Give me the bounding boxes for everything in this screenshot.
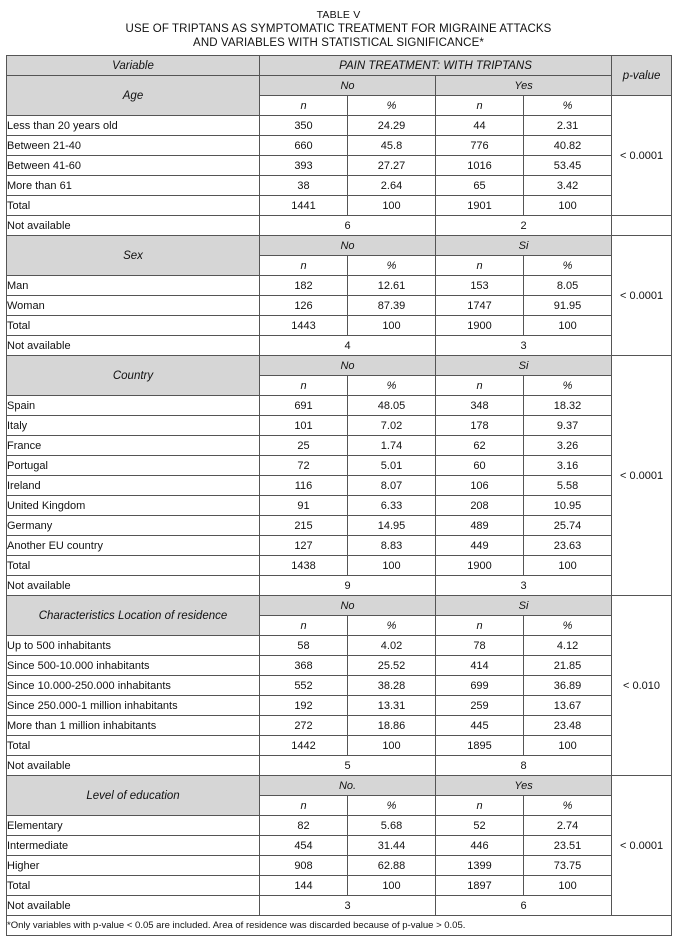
section-header-row — [7, 776, 672, 796]
pvalue-spacer-0 — [612, 216, 672, 236]
col-no-n-1: n — [260, 256, 348, 276]
group-no-1: No — [260, 236, 436, 256]
row-yes-pct-1-1: 91.95 — [524, 296, 612, 316]
section-title-2: Country — [7, 356, 260, 396]
table-row — [7, 736, 672, 756]
pvalue-0: < 0.0001 — [612, 96, 672, 216]
table-row — [7, 416, 672, 436]
na-yes-2: 3 — [436, 576, 612, 596]
table-title-line2: AND VARIABLES WITH STATISTICAL SIGNIFICANCE* — [193, 37, 484, 49]
table-row-not-available — [7, 216, 672, 236]
section-header-row — [7, 356, 672, 376]
row-yes-pct-3-1: 21.85 — [524, 656, 612, 676]
row-no-pct-1-1: 87.39 — [348, 296, 436, 316]
section-header-row — [7, 236, 672, 256]
row-no-pct-3-3: 13.31 — [348, 696, 436, 716]
row-no-n-3-3: 192 — [260, 696, 348, 716]
row-no-n-1-2: 1443 — [260, 316, 348, 336]
row-label-0-1: Between 21-40 — [7, 136, 260, 156]
col-yes-n-1: n — [436, 256, 524, 276]
row-yes-n-4-3: 1897 — [436, 876, 524, 896]
row-no-n-3-4: 272 — [260, 716, 348, 736]
row-no-n-0-1: 660 — [260, 136, 348, 156]
group-yes-1: Si — [436, 236, 612, 256]
col-no-pct-2: % — [348, 376, 436, 396]
row-no-pct-3-2: 38.28 — [348, 676, 436, 696]
row-yes-n-2-5: 208 — [436, 496, 524, 516]
table-row — [7, 496, 672, 516]
row-yes-n-2-3: 60 — [436, 456, 524, 476]
row-label-2-0: Spain — [7, 396, 260, 416]
row-label-1-1: Woman — [7, 296, 260, 316]
row-yes-n-3-5: 1895 — [436, 736, 524, 756]
row-yes-pct-0-3: 3.42 — [524, 176, 612, 196]
row-no-n-2-2: 25 — [260, 436, 348, 456]
row-yes-pct-3-0: 4.12 — [524, 636, 612, 656]
table-row — [7, 316, 672, 336]
row-no-n-4-0: 82 — [260, 816, 348, 836]
section-title-3: Characteristics Location of residence — [7, 596, 260, 636]
row-yes-n-4-1: 446 — [436, 836, 524, 856]
row-no-pct-0-4: 100 — [348, 196, 436, 216]
table-row — [7, 856, 672, 876]
row-yes-pct-4-0: 2.74 — [524, 816, 612, 836]
row-yes-n-3-1: 414 — [436, 656, 524, 676]
table-header-row — [7, 56, 672, 76]
table-title-line1: USE OF TRIPTANS AS SYMPTOMATIC TREATMENT FOR MIGRAINE ATTACKS — [125, 23, 552, 35]
row-no-n-1-1: 126 — [260, 296, 348, 316]
row-no-pct-0-2: 27.27 — [348, 156, 436, 176]
row-label-3-3: Since 250.000-1 million inhabitants — [7, 696, 260, 716]
table-row — [7, 116, 672, 136]
row-label-2-5: United Kingdom — [7, 496, 260, 516]
na-yes-4: 6 — [436, 896, 612, 916]
row-yes-pct-2-8: 100 — [524, 556, 612, 576]
group-no-0: No — [260, 76, 436, 96]
row-yes-pct-0-4: 100 — [524, 196, 612, 216]
table-row-not-available — [7, 576, 672, 596]
row-no-n-2-7: 127 — [260, 536, 348, 556]
row-no-n-2-8: 1438 — [260, 556, 348, 576]
row-label-2-4: Ireland — [7, 476, 260, 496]
row-yes-n-2-1: 178 — [436, 416, 524, 436]
group-yes-3: Si — [436, 596, 612, 616]
row-yes-pct-2-2: 3.26 — [524, 436, 612, 456]
table-row — [7, 816, 672, 836]
row-no-pct-0-0: 24.29 — [348, 116, 436, 136]
table-row — [7, 456, 672, 476]
col-yes-pct-4: % — [524, 796, 612, 816]
row-no-pct-3-0: 4.02 — [348, 636, 436, 656]
row-yes-pct-2-3: 3.16 — [524, 456, 612, 476]
row-yes-n-0-2: 1016 — [436, 156, 524, 176]
table-row — [7, 876, 672, 896]
row-no-pct-4-0: 5.68 — [348, 816, 436, 836]
row-no-n-2-6: 215 — [260, 516, 348, 536]
row-no-n-0-0: 350 — [260, 116, 348, 136]
row-label-2-1: Italy — [7, 416, 260, 436]
row-label-4-2: Higher — [7, 856, 260, 876]
section-title-1: Sex — [7, 236, 260, 276]
table-row — [7, 836, 672, 856]
row-label-2-2: France — [7, 436, 260, 456]
row-yes-pct-2-0: 18.32 — [524, 396, 612, 416]
row-label-0-2: Between 41-60 — [7, 156, 260, 176]
row-label-3-0: Up to 500 inhabitants — [7, 636, 260, 656]
row-no-pct-4-3: 100 — [348, 876, 436, 896]
table-row — [7, 296, 672, 316]
pvalue-1: < 0.0001 — [612, 236, 672, 356]
row-yes-n-3-2: 699 — [436, 676, 524, 696]
row-yes-pct-2-6: 25.74 — [524, 516, 612, 536]
table-row — [7, 176, 672, 196]
row-no-n-3-0: 58 — [260, 636, 348, 656]
table-row-not-available — [7, 756, 672, 776]
section-title-0: Age — [7, 76, 260, 116]
na-no-0: 6 — [260, 216, 436, 236]
row-yes-pct-0-1: 40.82 — [524, 136, 612, 156]
col-no-n-4: n — [260, 796, 348, 816]
group-no-2: No — [260, 356, 436, 376]
row-no-pct-4-2: 62.88 — [348, 856, 436, 876]
row-label-4-1: Intermediate — [7, 836, 260, 856]
row-yes-n-2-0: 348 — [436, 396, 524, 416]
table-number: TABLE V — [316, 9, 361, 21]
table-row — [7, 556, 672, 576]
header-variable: Variable — [7, 56, 260, 76]
na-label-4: Not available — [7, 896, 260, 916]
row-label-0-3: More than 61 — [7, 176, 260, 196]
data-table — [6, 55, 672, 936]
row-yes-n-3-0: 78 — [436, 636, 524, 656]
row-no-pct-1-0: 12.61 — [348, 276, 436, 296]
table-row — [7, 436, 672, 456]
row-no-pct-0-1: 45.8 — [348, 136, 436, 156]
row-no-pct-3-4: 18.86 — [348, 716, 436, 736]
row-label-3-2: Since 10.000-250.000 inhabitants — [7, 676, 260, 696]
row-no-n-4-1: 454 — [260, 836, 348, 856]
col-yes-pct-1: % — [524, 256, 612, 276]
row-no-n-2-4: 116 — [260, 476, 348, 496]
row-label-4-3: Total — [7, 876, 260, 896]
row-label-2-3: Portugal — [7, 456, 260, 476]
col-no-pct-1: % — [348, 256, 436, 276]
row-no-n-4-3: 144 — [260, 876, 348, 896]
footnote-row — [7, 916, 672, 936]
table-row — [7, 276, 672, 296]
row-yes-n-0-1: 776 — [436, 136, 524, 156]
row-label-2-6: Germany — [7, 516, 260, 536]
row-no-pct-0-3: 2.64 — [348, 176, 436, 196]
table-row — [7, 676, 672, 696]
row-yes-pct-3-4: 23.48 — [524, 716, 612, 736]
row-no-n-3-2: 552 — [260, 676, 348, 696]
col-no-n-3: n — [260, 616, 348, 636]
row-no-n-0-3: 38 — [260, 176, 348, 196]
pvalue-3: < 0.010 — [612, 596, 672, 776]
row-no-pct-2-7: 8.83 — [348, 536, 436, 556]
row-no-pct-3-1: 25.52 — [348, 656, 436, 676]
na-no-1: 4 — [260, 336, 436, 356]
row-yes-pct-4-2: 73.75 — [524, 856, 612, 876]
row-no-n-2-3: 72 — [260, 456, 348, 476]
row-yes-n-0-0: 44 — [436, 116, 524, 136]
row-no-pct-2-3: 5.01 — [348, 456, 436, 476]
col-yes-pct-3: % — [524, 616, 612, 636]
row-yes-n-3-4: 445 — [436, 716, 524, 736]
col-no-pct-0: % — [348, 96, 436, 116]
row-yes-pct-2-7: 23.63 — [524, 536, 612, 556]
row-no-pct-2-1: 7.02 — [348, 416, 436, 436]
row-label-0-4: Total — [7, 196, 260, 216]
table-row — [7, 696, 672, 716]
row-yes-n-3-3: 259 — [436, 696, 524, 716]
na-no-4: 3 — [260, 896, 436, 916]
header-pvalue: p-value — [612, 56, 672, 96]
row-yes-pct-3-5: 100 — [524, 736, 612, 756]
row-label-3-4: More than 1 million inhabitants — [7, 716, 260, 736]
na-yes-0: 2 — [436, 216, 612, 236]
col-no-n-2: n — [260, 376, 348, 396]
row-yes-n-4-2: 1399 — [436, 856, 524, 876]
row-label-2-7: Another EU country — [7, 536, 260, 556]
row-label-3-5: Total — [7, 736, 260, 756]
table-title — [6, 8, 671, 50]
table-row-not-available — [7, 896, 672, 916]
row-no-n-0-2: 393 — [260, 156, 348, 176]
col-yes-n-4: n — [436, 796, 524, 816]
row-yes-n-1-0: 153 — [436, 276, 524, 296]
row-yes-pct-1-2: 100 — [524, 316, 612, 336]
col-yes-n-0: n — [436, 96, 524, 116]
section-header-row — [7, 76, 672, 96]
row-yes-pct-4-3: 100 — [524, 876, 612, 896]
row-no-n-3-1: 368 — [260, 656, 348, 676]
na-yes-3: 8 — [436, 756, 612, 776]
table-row — [7, 656, 672, 676]
row-yes-n-1-1: 1747 — [436, 296, 524, 316]
row-yes-pct-2-5: 10.95 — [524, 496, 612, 516]
row-yes-n-1-2: 1900 — [436, 316, 524, 336]
na-no-3: 5 — [260, 756, 436, 776]
row-no-pct-2-6: 14.95 — [348, 516, 436, 536]
row-yes-n-2-6: 489 — [436, 516, 524, 536]
header-treatment: PAIN TREATMENT: WITH TRIPTANS — [260, 56, 612, 76]
row-yes-n-0-4: 1901 — [436, 196, 524, 216]
row-no-pct-3-5: 100 — [348, 736, 436, 756]
pvalue-2: < 0.0001 — [612, 356, 672, 596]
row-yes-n-2-2: 62 — [436, 436, 524, 456]
row-no-pct-2-8: 100 — [348, 556, 436, 576]
na-label-1: Not available — [7, 336, 260, 356]
group-no-3: No — [260, 596, 436, 616]
row-yes-pct-3-2: 36.89 — [524, 676, 612, 696]
row-yes-n-2-7: 449 — [436, 536, 524, 556]
col-yes-pct-0: % — [524, 96, 612, 116]
row-yes-pct-0-0: 2.31 — [524, 116, 612, 136]
row-yes-n-2-4: 106 — [436, 476, 524, 496]
row-no-pct-4-1: 31.44 — [348, 836, 436, 856]
table-row — [7, 636, 672, 656]
col-yes-n-3: n — [436, 616, 524, 636]
row-yes-n-0-3: 65 — [436, 176, 524, 196]
row-no-n-1-0: 182 — [260, 276, 348, 296]
table-row — [7, 396, 672, 416]
table-row-not-available — [7, 336, 672, 356]
row-yes-n-2-8: 1900 — [436, 556, 524, 576]
section-title-4: Level of education — [7, 776, 260, 816]
row-no-n-0-4: 1441 — [260, 196, 348, 216]
table-row — [7, 716, 672, 736]
row-yes-pct-2-1: 9.37 — [524, 416, 612, 436]
row-label-4-0: Elementary — [7, 816, 260, 836]
row-label-2-8: Total — [7, 556, 260, 576]
row-yes-pct-1-0: 8.05 — [524, 276, 612, 296]
na-label-3: Not available — [7, 756, 260, 776]
group-yes-0: Yes — [436, 76, 612, 96]
table-row — [7, 476, 672, 496]
footnote: *Only variables with p-value < 0.05 are included. Area of residence was discarded because of p-value > 0.05. — [7, 916, 672, 936]
group-yes-2: Si — [436, 356, 612, 376]
group-yes-4: Yes — [436, 776, 612, 796]
na-label-2: Not available — [7, 576, 260, 596]
col-yes-pct-2: % — [524, 376, 612, 396]
row-yes-pct-4-1: 23.51 — [524, 836, 612, 856]
table-row — [7, 536, 672, 556]
row-yes-pct-2-4: 5.58 — [524, 476, 612, 496]
row-yes-pct-0-2: 53.45 — [524, 156, 612, 176]
col-no-n-0: n — [260, 96, 348, 116]
na-no-2: 9 — [260, 576, 436, 596]
row-no-pct-1-2: 100 — [348, 316, 436, 336]
section-header-row — [7, 596, 672, 616]
row-label-1-0: Man — [7, 276, 260, 296]
row-yes-n-4-0: 52 — [436, 816, 524, 836]
na-label-0: Not available — [7, 216, 260, 236]
table-row — [7, 156, 672, 176]
row-no-n-2-0: 691 — [260, 396, 348, 416]
col-no-pct-3: % — [348, 616, 436, 636]
table-row — [7, 516, 672, 536]
row-no-pct-2-4: 8.07 — [348, 476, 436, 496]
row-no-n-3-5: 1442 — [260, 736, 348, 756]
col-no-pct-4: % — [348, 796, 436, 816]
group-no-4: No. — [260, 776, 436, 796]
row-no-pct-2-0: 48.05 — [348, 396, 436, 416]
row-no-n-4-2: 908 — [260, 856, 348, 876]
row-label-3-1: Since 500-10.000 inhabitants — [7, 656, 260, 676]
na-yes-1: 3 — [436, 336, 612, 356]
table-row — [7, 136, 672, 156]
row-label-1-2: Total — [7, 316, 260, 336]
row-label-0-0: Less than 20 years old — [7, 116, 260, 136]
row-no-pct-2-2: 1.74 — [348, 436, 436, 456]
row-no-n-2-1: 101 — [260, 416, 348, 436]
pvalue-4: < 0.0001 — [612, 776, 672, 916]
row-no-n-2-5: 91 — [260, 496, 348, 516]
row-no-pct-2-5: 6.33 — [348, 496, 436, 516]
table-row — [7, 196, 672, 216]
col-yes-n-2: n — [436, 376, 524, 396]
row-yes-pct-3-3: 13.67 — [524, 696, 612, 716]
